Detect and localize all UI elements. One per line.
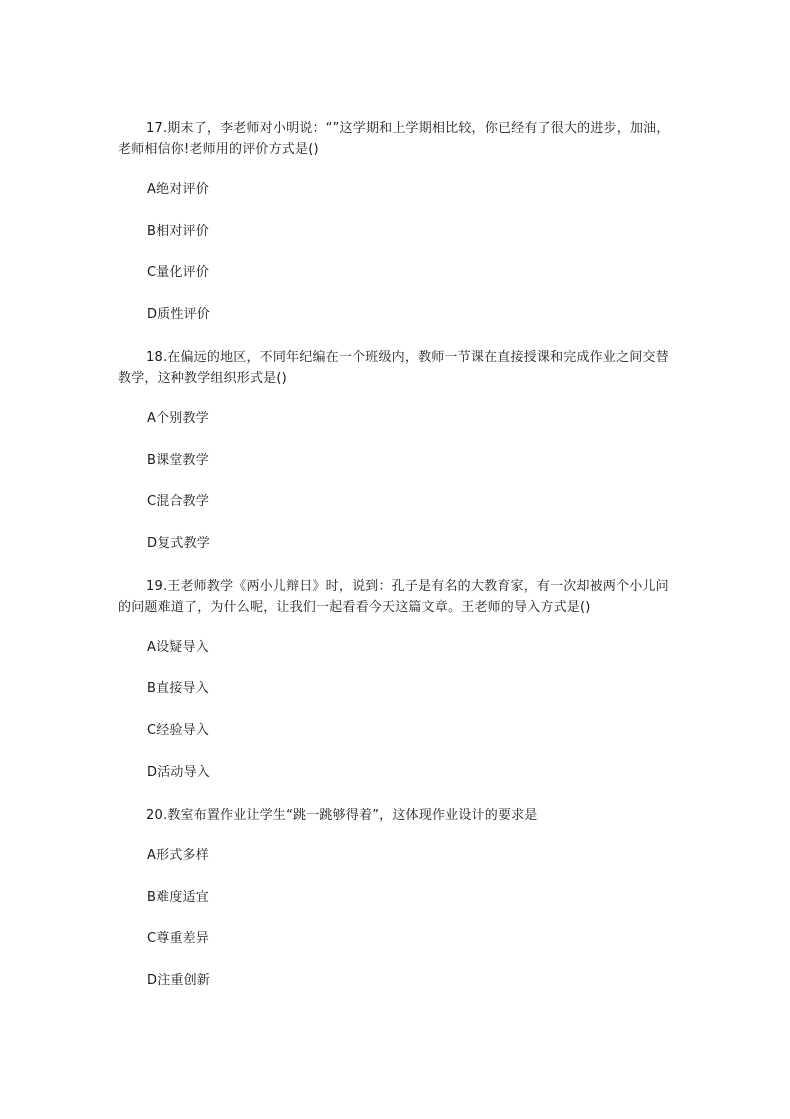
question-18-option-d: D复式教学 xyxy=(147,536,211,551)
question-17-option-b: B相对评价 xyxy=(147,224,209,239)
question-20-option-d: D注重创新 xyxy=(147,973,211,988)
question-17-option-d: D质性评价 xyxy=(147,307,211,322)
question-17-option-c: C量化评价 xyxy=(147,265,210,280)
question-17-option-a: A绝对评价 xyxy=(147,182,209,197)
question-19-option-b: B直接导入 xyxy=(147,681,209,696)
question-19-option-a: A设疑导入 xyxy=(147,640,209,655)
question-18-stem: 18.在偏远的地区，不同年纪编在一个班级内，教师一节课在直接授课和完成作业之间交替教学，这种教学组织形式是() xyxy=(118,350,669,386)
question-20-option-b: B难度适宜 xyxy=(147,890,209,905)
question-19-option-d: D活动导入 xyxy=(147,765,211,780)
question-17-stem: 17.期末了，李老师对小明说：“”这学期和上学期相比较，你已经有了很大的进步，加油，老师相信你!老师用的评价方式是() xyxy=(118,121,670,157)
question-20-option-a: A形式多样 xyxy=(147,848,209,863)
question-18-option-c: C混合教学 xyxy=(147,494,210,509)
question-18-option-a: A个别教学 xyxy=(147,411,209,426)
question-19-option-c: C经验导入 xyxy=(147,723,210,738)
question-18-option-b: B课堂教学 xyxy=(147,453,209,468)
question-20-option-c: C尊重差异 xyxy=(147,931,210,946)
question-20-stem: 20.教室布置作业让学生“跳一跳够得着”，这体现作业设计的要求是 xyxy=(146,808,538,823)
question-19-stem: 19.王老师教学《两小儿辩日》时，说到：孔子是有名的大教育家，有一次却被两个小儿问的问题难道了，为什么呢，让我们一起看看今天这篇文章。王老师的导入方式是() xyxy=(118,579,669,615)
